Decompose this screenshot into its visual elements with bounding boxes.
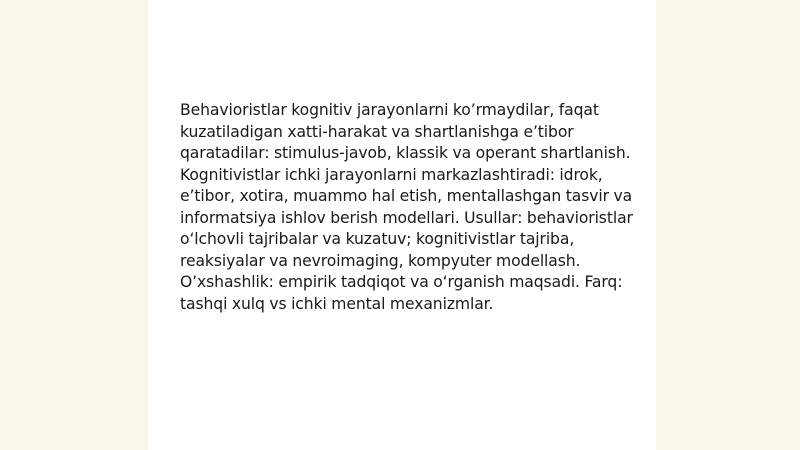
document-page: [148, 0, 656, 450]
body-paragraph: Behavioristlar kognitiv jarayonlarni ko’rmaydilar, faqat kuzatiladigan xatti-harakat va shartlanishga e’tibor qaratadilar: stimulus-javob, klassik va operant shartlanish. Kognitivistlar ichki jarayonlarni markazlashtiradi: idrok, e’tibor, xotira, muammo hal etish, mentallashgan tasvir va informatsiya ishlov berish modellari. Usullar: behavioristlar o‘lchovli tajribalar va kuzatuv; kognitivistlar tajriba, reaksiyalar va nevroimaging, kompyuter modellash. O’xshashlik: empirik tadqiqot va o‘rganish maqsadi. Farq: tashqi xulq vs ichki mental mexanizmlar.: [180, 101, 633, 313]
